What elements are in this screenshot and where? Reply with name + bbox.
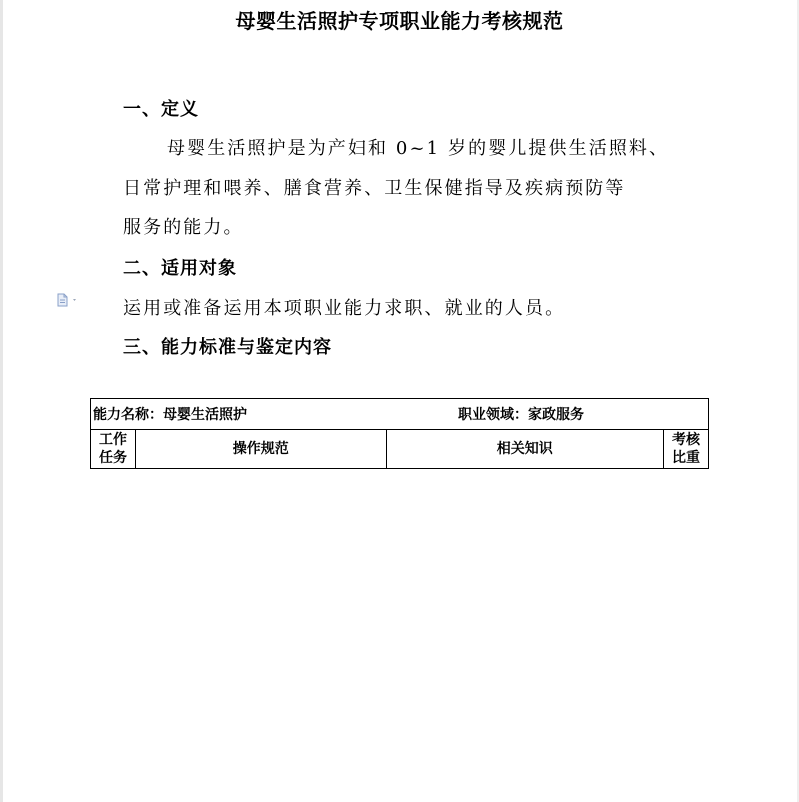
definition-line-3: 服务的能力。	[123, 217, 244, 238]
occupation-field: 职业领域：家政服务	[458, 407, 584, 423]
table-row	[91, 399, 709, 430]
section-heading-standards: 三、能力标准与鉴定内容	[123, 337, 332, 358]
header-weight-line2: 比重	[672, 450, 700, 466]
header-weight	[664, 430, 709, 469]
page-left-edge	[0, 0, 3, 802]
header-task	[91, 430, 136, 469]
definition-line-1: 母婴生活照护是为产妇和 0~1 岁的婴儿提供生活照料、	[167, 138, 670, 159]
table-header-row	[91, 430, 709, 469]
header-task-line1: 工作	[98, 432, 127, 448]
header-operation: 操作规范	[135, 430, 386, 469]
header-knowledge: 相关知识	[386, 430, 664, 469]
document-icon[interactable]	[56, 292, 80, 306]
document-title: 母婴生活照护专项职业能力考核规范	[235, 9, 564, 33]
definition-line-2: 日常护理和喂养、膳食营养、卫生保健指导及疾病预防等	[123, 178, 626, 199]
ability-name: 能力名称：母婴生活照护	[93, 407, 247, 423]
header-task-line2: 任务	[98, 450, 127, 466]
section-heading-definition: 一、定义	[123, 99, 199, 120]
ability-table	[90, 398, 709, 469]
ability-info-cell	[91, 399, 709, 430]
section-heading-applicable: 二、适用对象	[123, 258, 237, 279]
applicable-text: 运用或准备运用本项职业能力求职、就业的人员。	[123, 298, 566, 319]
header-weight-line1: 考核	[672, 432, 700, 448]
